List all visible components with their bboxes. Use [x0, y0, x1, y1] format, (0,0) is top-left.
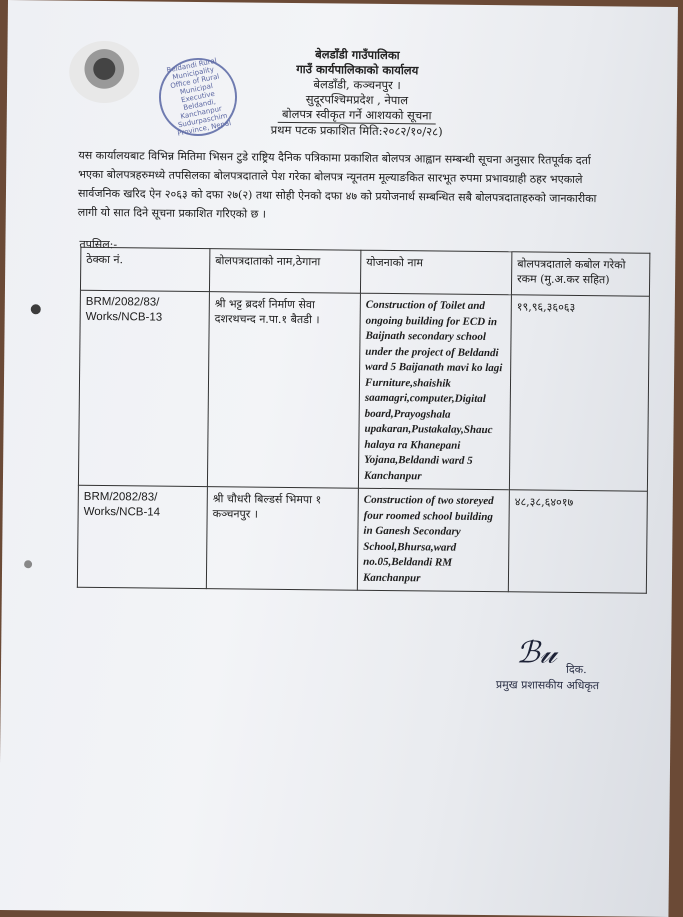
notice-paragraph: यस कार्यालयबाट विभिन्न मितिमा भिसन टुडे राष्ट्रिय दैनिक पत्रिकामा प्रकाशित बोलपत्र आह्वान सम्बन्धी सूचना अनुसार रितपूर्वक दर्ता भएका बोलपत्रहरुमध्ये तपसिलका बोलपत्रदाताले पेश गरेका बोलपत्र न्यूनतम मूल्याङकित सारभूत रुपमा प्रभावग्राही ठहर भएकाले सार्वजनिक खरिद ऐन २०६३ को दफा २७(२) तथा सोही ऐनको दफा ४७ को प्रयोजनार्थ सम्बन्धित सबै बोलपत्रदाताहरुको जानकारीका लागी यो सात दिने सूचना प्रकाशित गरिएको छ ।	[77, 148, 597, 221]
table-row	[77, 485, 647, 593]
project-cell: Construction of two storeyed four roomed school building in Ganesh Secondary School,Bhursa,ward no.05,Beldandi RM Kanchanpur	[357, 488, 509, 592]
bidder-cell: श्री चौधरी बिल्डर्स भिमपा १ कञ्चनपुर ।	[206, 487, 358, 591]
contract-no-cell: BRM/2082/83/ Works/NCB-13	[78, 290, 209, 486]
signature-block	[495, 636, 636, 694]
table-header-row	[80, 247, 649, 296]
col-amount: बोलपत्रदाताले कबोल गरेको रकम (मु.अ.कर सहित)	[511, 252, 649, 296]
signatory-title: प्रमुख प्रशासकीय अधिकृत	[495, 678, 600, 693]
amount-cell: १९,९६,३६०६३	[509, 295, 649, 491]
bidder-cell: श्री भट्ट ब्रदर्श निर्माण सेवा दशरथचन्द न.पा.१ बैतडी ।	[207, 292, 360, 489]
office-address: बेलडाँडी, कञ्चनपुर ।	[313, 77, 401, 93]
publication-date: प्रथम पटक प्रकाशित मिति:२०८२/१०/२८)	[270, 122, 443, 139]
signature-scrawl: ℬ𝓊	[516, 636, 557, 670]
office-name: गाउँ कार्यपालिकाको कार्यालय	[296, 62, 419, 78]
table-row	[78, 290, 649, 491]
notice-title: बोलपत्र स्वीकृत गर्ने आशयको सूचना	[278, 107, 436, 125]
nepal-emblem-icon	[69, 41, 140, 104]
col-project: योजनाको नाम	[360, 250, 511, 295]
bid-table	[77, 247, 651, 594]
col-contract-no: ठेक्का नं.	[80, 247, 209, 291]
punch-hole-icon	[24, 560, 32, 568]
municipality-name: बेलडाँडी गाउँपालिका	[315, 47, 400, 63]
amount-cell: ४८,३८,६४०१७	[508, 490, 647, 593]
signature-initials: दिक.	[565, 662, 587, 677]
municipality-seal-stamp	[152, 51, 244, 143]
col-bidder: बोलपत्रदाताको नाम,ठेगाना	[209, 249, 360, 294]
schedule-label: तपसिल:-	[79, 237, 118, 252]
province: सुदूरपश्चिमप्रदेश , नेपाल	[305, 92, 409, 108]
project-cell: Construction of Toilet and ongoing building for ECD in Baijnath secondary school under the project of Beldandi ward 5 Baijanath mavi ko lagi Furniture,shaishik saamagri,computer,Digital board,Prayogshala upakaran,Pustakalay,Shauc halaya ra Khanepani Yojana,Beldandi ward 5 Kanchanpur	[358, 293, 511, 490]
letterhead	[247, 47, 468, 140]
punch-hole-icon	[31, 304, 41, 314]
seal-text: Beldandi Rural Municipality Office of Rural Municipal Executive Beldandi, Kanchanpur Sudurpaschim Province, Nepal	[165, 56, 232, 138]
contract-no-cell: BRM/2082/83/ Works/NCB-14	[77, 485, 207, 588]
